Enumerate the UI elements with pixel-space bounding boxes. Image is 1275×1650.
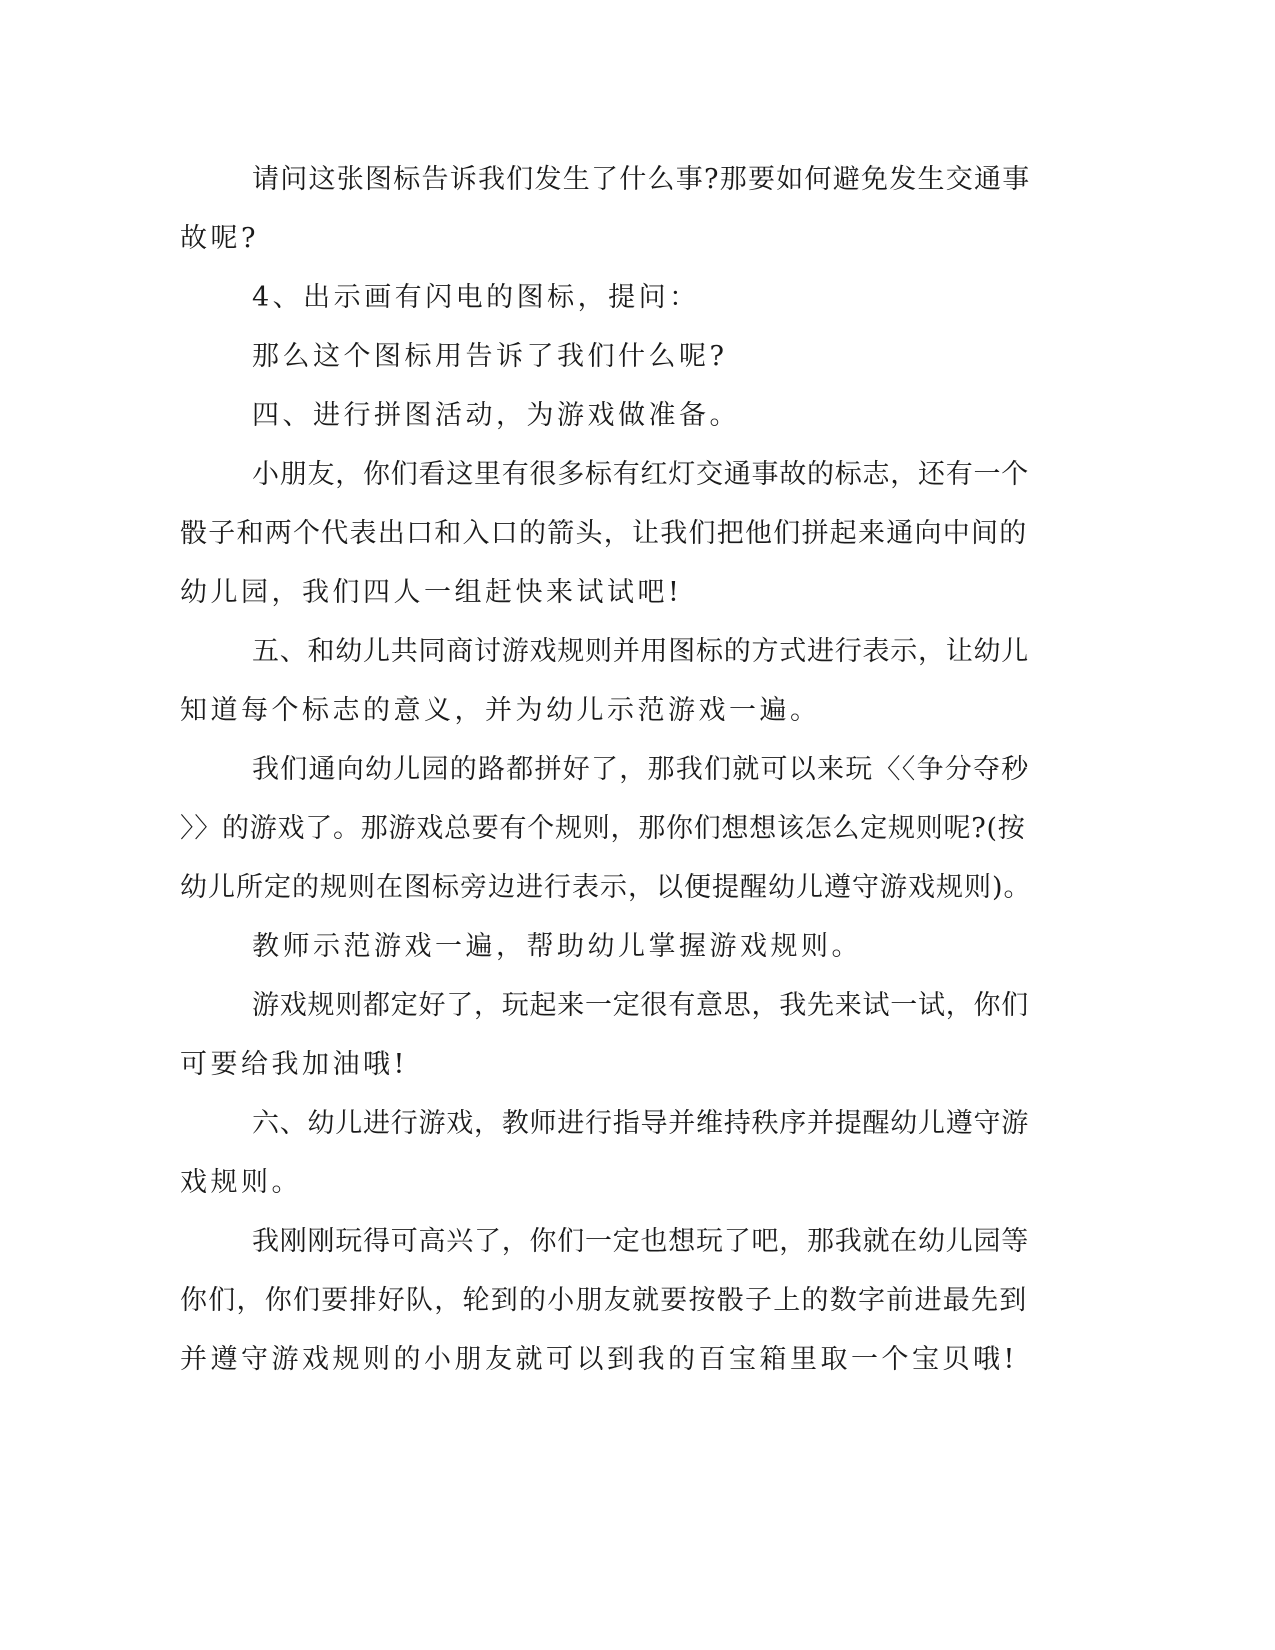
text-line: 四、进行拼图活动，为游戏做准备。 xyxy=(252,400,740,431)
text-line: 幼儿园，我们四人一组赶快来试试吧! xyxy=(180,577,683,608)
text-line: 请问这张图标告诉我们发生了什么事?那要如何避免发生交通事 xyxy=(252,164,1031,195)
text-line: 知道每个标志的意义，并为幼儿示范游戏一遍。 xyxy=(180,695,821,726)
text-line: 我们通向幼儿园的路都拼好了，那我们就可以来玩〈〈争分夺秒 xyxy=(252,754,1030,785)
text-line: 幼儿所定的规则在图标旁边进行表示，以便提醒幼儿遵守游戏规则)。 xyxy=(180,872,1032,903)
text-line: 我刚刚玩得可高兴了，你们一定也想玩了吧，那我就在幼儿园等 xyxy=(252,1226,1029,1257)
text-line: 教师示范游戏一遍，帮助幼儿掌握游戏规则。 xyxy=(252,931,862,962)
text-line: 骰子和两个代表出口和入口的箭头，让我们把他们拼起来通向中间的 xyxy=(180,518,1028,549)
text-line: 游戏规则都定好了，玩起来一定很有意思，我先来试一试，你们 xyxy=(252,990,1029,1021)
text-line: 可要给我加油哦! xyxy=(180,1049,408,1080)
text-line: 六、幼儿进行游戏，教师进行指导并维持秩序并提醒幼儿遵守游 xyxy=(252,1108,1029,1139)
text-line: 那么这个图标用告诉了我们什么呢? xyxy=(252,341,728,372)
text-line: 五、和幼儿共同商讨游戏规则并用图标的方式进行表示，让幼儿 xyxy=(252,636,1029,667)
text-line: 你们，你们要排好队，轮到的小朋友就要按骰子上的数字前进最先到 xyxy=(180,1285,1028,1316)
text-line: 〉〉的游戏了。那游戏总要有个规则，那你们想想该怎么定规则呢?(按 xyxy=(180,813,1026,844)
text-line: 戏规则。 xyxy=(180,1167,302,1198)
text-line: 4、出示画有闪电的图标，提问： xyxy=(252,282,700,313)
text-line: 故呢? xyxy=(180,223,259,254)
text-line: 并遵守游戏规则的小朋友就可以到我的百宝箱里取一个宝贝哦! xyxy=(180,1344,1018,1375)
text-line: 小朋友，你们看这里有很多标有红灯交通事故的标志，还有一个 xyxy=(252,459,1029,490)
